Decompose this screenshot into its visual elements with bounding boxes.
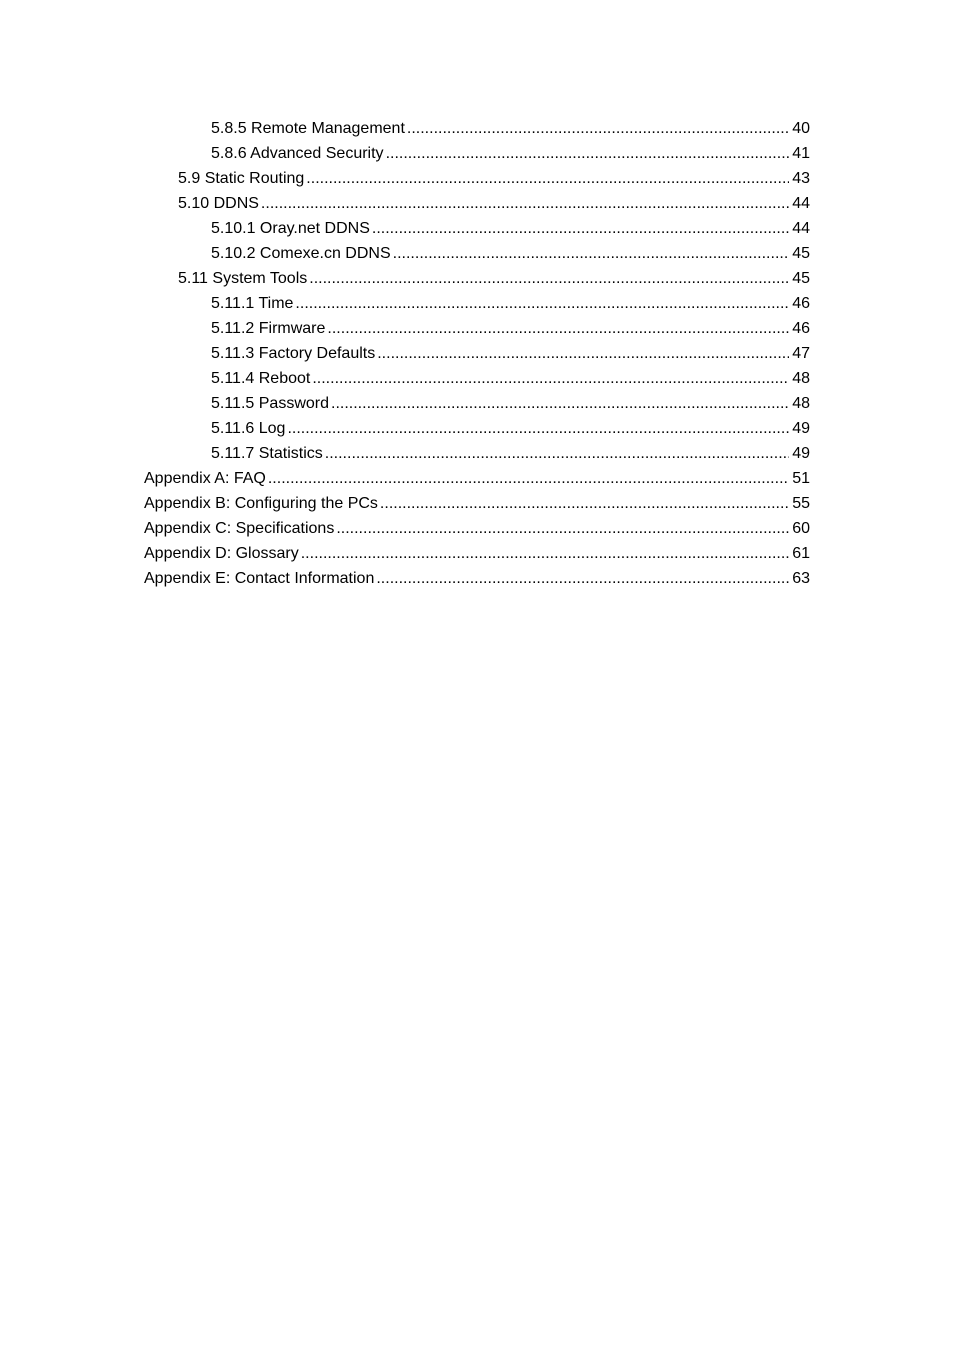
toc-dot-leader xyxy=(261,191,789,216)
toc-entry-title: 5.11.7 Statistics xyxy=(211,441,323,466)
toc-entry-page: 49 xyxy=(792,445,810,462)
toc-dot-leader xyxy=(312,366,789,391)
toc-entry-title: Appendix E: Contact Information xyxy=(144,566,374,591)
toc-entry-page: 45 xyxy=(792,245,810,262)
toc-entry-title: Appendix D: Glossary xyxy=(144,541,299,566)
toc-entry-title: 5.10 DDNS xyxy=(178,191,259,216)
toc-entry-title: 5.10.1 Oray.net DDNS xyxy=(211,216,370,241)
toc-dot-leader xyxy=(336,516,789,541)
toc-entry-title: 5.11.4 Reboot xyxy=(211,366,310,391)
toc-dot-leader xyxy=(377,341,789,366)
toc-dot-leader xyxy=(380,491,789,516)
toc-entry-page: 48 xyxy=(792,395,810,412)
toc-entry-title: 5.9 Static Routing xyxy=(178,166,304,191)
toc-entry-page: 44 xyxy=(792,220,810,237)
toc-entry[interactable] xyxy=(178,266,810,291)
toc-dot-leader xyxy=(325,441,789,466)
toc-entry-title: 5.11 System Tools xyxy=(178,266,307,291)
toc-entry-title: 5.11.2 Firmware xyxy=(211,316,325,341)
toc-entry[interactable] xyxy=(144,491,810,516)
toc-entry-page: 49 xyxy=(792,420,810,437)
toc-dot-leader xyxy=(287,416,789,441)
toc-entry[interactable] xyxy=(211,116,810,141)
toc-entry-page: 46 xyxy=(792,295,810,312)
toc-entry[interactable] xyxy=(211,341,810,366)
toc-entry-page: 60 xyxy=(792,520,810,537)
toc-entry-title: Appendix B: Configuring the PCs xyxy=(144,491,378,516)
toc-entry-title: Appendix C: Specifications xyxy=(144,516,334,541)
toc-entry-page: 61 xyxy=(792,545,810,562)
toc-entry-page: 48 xyxy=(792,370,810,387)
toc-entry[interactable] xyxy=(178,166,810,191)
toc-entry[interactable] xyxy=(144,541,810,566)
toc-entry-title: Appendix A: FAQ xyxy=(144,466,266,491)
toc-entry[interactable] xyxy=(144,516,810,541)
toc-dot-leader xyxy=(376,566,789,591)
toc-dot-leader xyxy=(407,116,789,141)
toc-entry-page: 51 xyxy=(792,470,810,487)
toc-dot-leader xyxy=(268,466,789,491)
toc-entry[interactable] xyxy=(144,466,810,491)
toc-entry-title: 5.8.5 Remote Management xyxy=(211,116,405,141)
toc-entry[interactable] xyxy=(211,441,810,466)
toc-entry[interactable] xyxy=(144,566,810,591)
toc-entry-page: 41 xyxy=(792,145,810,162)
toc-entry-page: 40 xyxy=(792,120,810,137)
toc-dot-leader xyxy=(301,541,789,566)
toc-entry-title: 5.11.3 Factory Defaults xyxy=(211,341,375,366)
toc-entry[interactable] xyxy=(211,141,810,166)
toc-entry-title: 5.11.5 Password xyxy=(211,391,329,416)
toc-dot-leader xyxy=(309,266,789,291)
toc-entry[interactable] xyxy=(178,191,810,216)
toc-entry[interactable] xyxy=(211,241,810,266)
toc-entry-page: 44 xyxy=(792,195,810,212)
toc-entry-page: 43 xyxy=(792,170,810,187)
toc-entry[interactable] xyxy=(211,366,810,391)
toc-dot-leader xyxy=(386,141,790,166)
toc-entry[interactable] xyxy=(211,391,810,416)
toc-entry[interactable] xyxy=(211,216,810,241)
table-of-contents xyxy=(0,116,954,591)
toc-dot-leader xyxy=(327,316,789,341)
toc-dot-leader xyxy=(372,216,789,241)
toc-entry-page: 45 xyxy=(792,270,810,287)
toc-dot-leader xyxy=(331,391,789,416)
toc-dot-leader xyxy=(306,166,789,191)
toc-entry-page: 63 xyxy=(792,570,810,587)
toc-dot-leader xyxy=(295,291,789,316)
toc-entry[interactable] xyxy=(211,291,810,316)
toc-entry-title: 5.11.6 Log xyxy=(211,416,285,441)
toc-entry[interactable] xyxy=(211,316,810,341)
toc-entry-title: 5.11.1 Time xyxy=(211,291,293,316)
toc-entry[interactable] xyxy=(211,416,810,441)
toc-dot-leader xyxy=(393,241,790,266)
toc-entry-page: 46 xyxy=(792,320,810,337)
toc-entry-title: 5.10.2 Comexe.cn DDNS xyxy=(211,241,391,266)
toc-entry-title: 5.8.6 Advanced Security xyxy=(211,141,384,166)
toc-entry-page: 55 xyxy=(792,495,810,512)
toc-entry-page: 47 xyxy=(792,345,810,362)
